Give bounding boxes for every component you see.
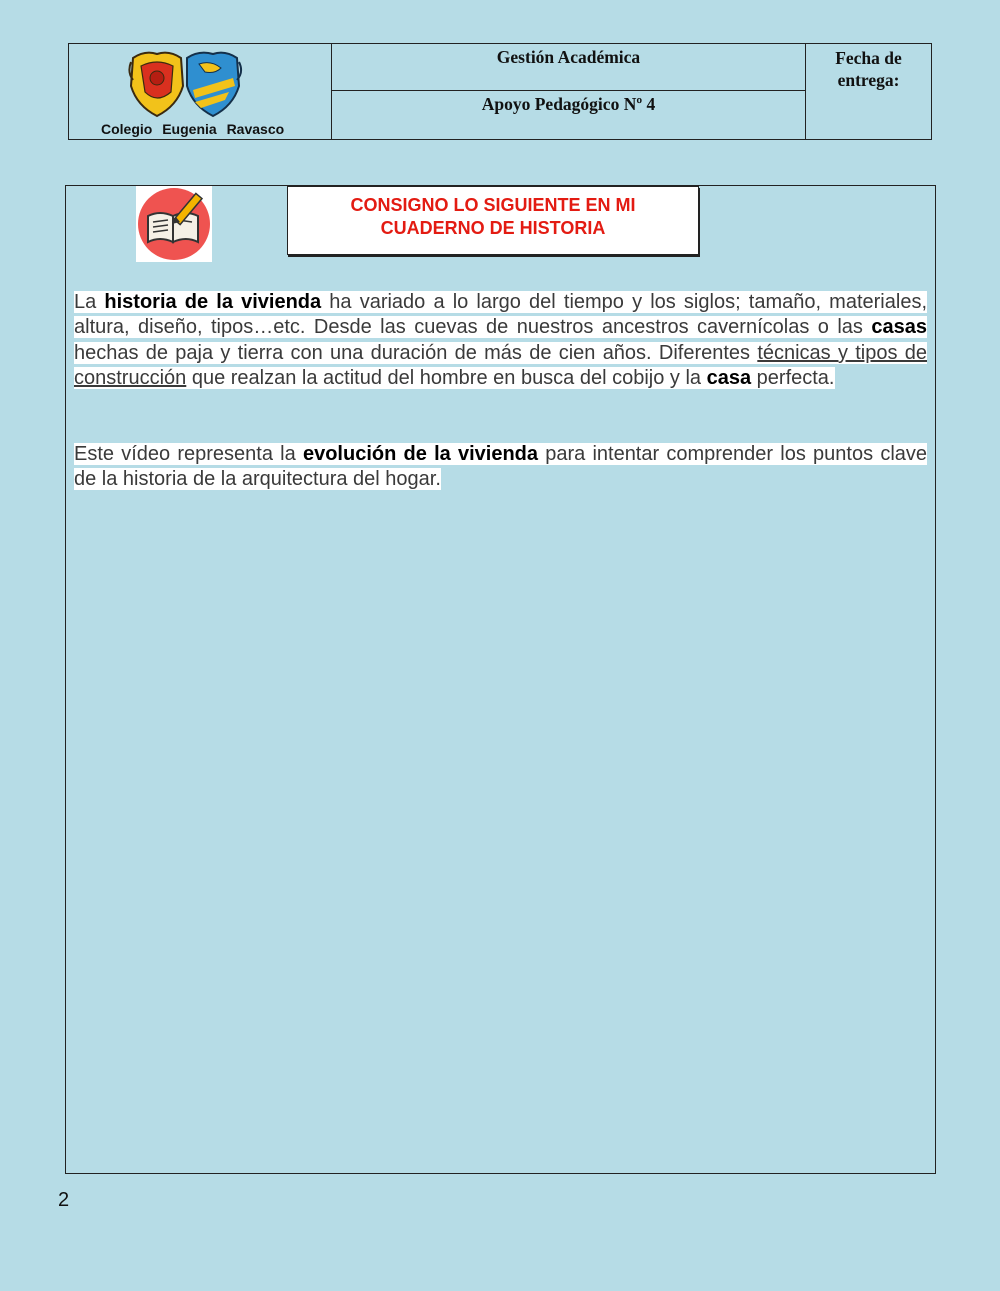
school-shields-icon [125, 48, 245, 120]
p2-bold-1: evolución de la vivienda [302, 443, 538, 465]
p1-text-3: hechas de paja y tierra con una duración de más de cien años. Diferentes [74, 341, 758, 364]
p1-text-5: perfecta. [751, 367, 835, 390]
p1-underline-1: técnicas y tipos de construcción [74, 341, 927, 390]
p1-bold-2: casas [871, 316, 927, 339]
content-box [65, 185, 936, 1174]
date-label-line1: Fecha de [835, 48, 902, 68]
notice-line1: CONSIGNO LO SIGUIENTE EN MI [350, 195, 636, 215]
p1-text-2: ha variado a lo largo del tiempo y los siglos; tamaño, materiales, altura, diseño, tipos…etc. Desde las cuevas de nuestros ancestros cavernícolas o las [74, 291, 927, 339]
school-name: Colegio Eugenia Ravasco [101, 121, 285, 137]
notice-box [287, 186, 699, 255]
delivery-date-cell [806, 44, 931, 139]
p1-text-4: que realzan la actitud del hombre en busca del cobijo y la [186, 367, 707, 390]
p1-bold-3: casa [706, 367, 752, 390]
document-title: Apoyo Pedagógico Nº 4 [481, 94, 656, 114]
p2-text-2: para intentar comprender los puntos clave de la historia de la arquitectura del hogar. [74, 443, 928, 491]
school-logo-cell [69, 44, 332, 139]
p1-bold-1: historia de la vivienda [104, 291, 322, 313]
document-header [68, 43, 932, 140]
page-number: 2 [58, 1189, 70, 1211]
header-middle-cell [332, 44, 806, 139]
date-label-line2: entrega: [837, 70, 900, 90]
p2-text-1: Este vídeo representa la [74, 443, 303, 465]
p1-text-1: La [74, 291, 105, 313]
paragraph-history [74, 290, 927, 392]
department-title: Gestión Académica [332, 44, 805, 91]
paragraph-video [74, 442, 927, 493]
book-pencil-icon [136, 186, 212, 262]
notice-line2: CUADERNO DE HISTORIA [380, 218, 606, 238]
